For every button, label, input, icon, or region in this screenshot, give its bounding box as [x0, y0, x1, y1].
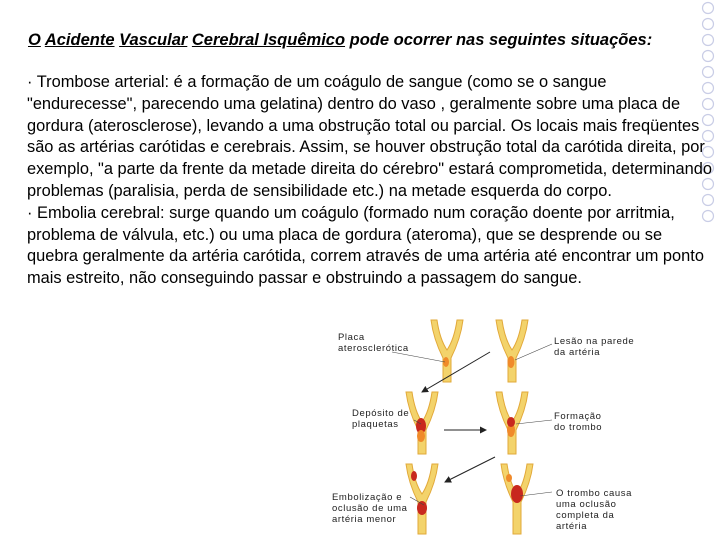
- paragraph-trombose: · Trombose arterial: é a formação de um coágulo de sangue (como se o sangue "endurecesse", parecendo uma gelatina) dentro do vaso , geralmente sobre uma placa de gordura (aterosclerose), levando a uma obstrução total ou parcial. Os locais mais freqüentes são as artérias carótidas e cerebrais. Assim, se houver obstrução total da carótida direita, por exemplo, "a parte da frente da metade direita do cérebro" estará comprometida, determinando problemas (paralisia, perda de sensibilidade etc.) na metade esquerda do corpo.: [27, 73, 712, 200]
- vessel-stage-5: [406, 464, 438, 534]
- title-word: Cerebral Isquêmico: [191, 31, 346, 49]
- paragraph-embolia: · Embolia cerebral: surge quando um coágulo (formado num coração doente por arritmia, problema de válvula, etc.) ou uma placa de gordura (ateroma), que se desprende ou se quebra geralmente da artéria carótida, correm através de uma artéria até encontrar um ponto mais estreito, não conseguindo passar e obstruindo a passagem do sangue.: [27, 203, 704, 288]
- body-text: [27, 72, 717, 290]
- arrow-1-to-3: [422, 352, 490, 392]
- label-lesao: Lesão na parede da artéria: [554, 336, 635, 358]
- slide-title: [28, 31, 718, 50]
- title-rest: pode ocorrer nas seguintes situações:: [349, 31, 653, 49]
- label-placa: Placa aterosclerótica: [338, 332, 409, 354]
- label-deposito: Depósito de plaquetas: [352, 408, 410, 430]
- vessel-stage-6: [501, 464, 533, 534]
- thrombosis-diagram: [330, 312, 640, 540]
- vessel-stage-1: [431, 320, 463, 382]
- vessel-stage-2: [496, 320, 528, 382]
- title-word: Vascular: [119, 31, 188, 49]
- vessel-stage-3: [406, 392, 438, 454]
- arrow-4-to-5: [445, 457, 495, 482]
- label-embolizacao: Embolização e oclusão de uma artéria menor: [332, 492, 408, 525]
- label-formacao: Formação do trombo: [554, 411, 603, 433]
- title-word: O: [28, 31, 41, 49]
- title-word: Acidente: [44, 31, 115, 49]
- label-oclusao: O trombo causa uma oclusão completa da artéria: [556, 488, 632, 532]
